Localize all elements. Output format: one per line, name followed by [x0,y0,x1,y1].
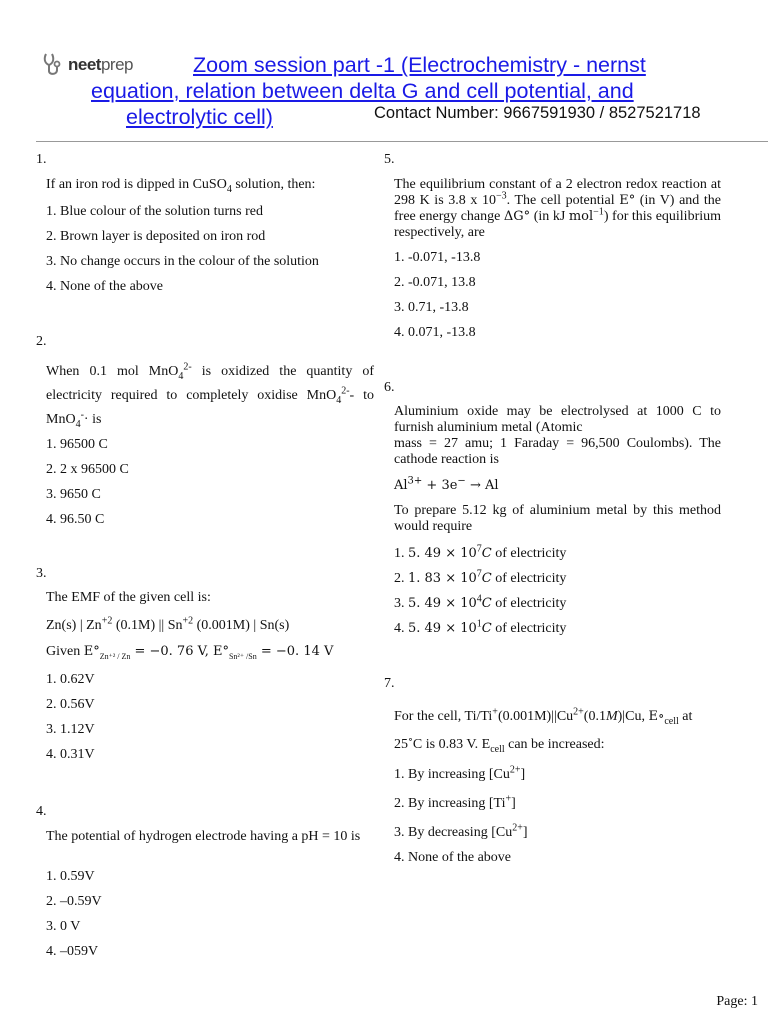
question-number: 4. [36,804,47,819]
question-text: When 0.1 mol MnO$_4^{2-}$ is oxidized the quantity of electricity required to completely oxidise MnO$_4^{2-}$- to MnO$_4$-· is [46,361,374,430]
option-3: 3. 0 V [46,919,81,934]
page-number: Page: 1 [716,994,758,1009]
page-header [0,0,768,145]
option-4: 4. None of the above [394,850,512,865]
option-2: 2. By increasing [Ti+] [394,793,516,811]
option-4: 4. –059V [46,944,99,959]
document-title[interactable]: Zoom session part -1 (Electrochemistry - nernst equation, relation between delta G and cell potential, and electrolytic cell) [91,53,646,129]
header-divider [36,141,768,142]
option-3: 3. 0.71, -13.8 [394,300,469,315]
stethoscope-icon [42,52,66,78]
option-4: 4. 5. $49 \times 10^1C$ of electricity [394,618,567,636]
option-2: 2. -0.071, 13.8 [394,275,476,290]
option-2: 2. Brown layer is deposited on iron rod [46,229,266,244]
question-number: 6. [384,380,395,395]
option-1: 1. 0.62V [46,672,95,687]
option-4: 4. None of the above [46,279,164,294]
question-text: The equilibrium constant of a 2 electron redox reaction at 298 K is 3.8 x $10^{-3}$. The cell potential E° (in V) and the free energy change ΔG° (in kJ mol$^{-1}$) for this equilibrium respectively, are [394,177,722,240]
question-text: If an iron rod is dipped in CuSO$_4$ solution, then: [46,177,316,195]
question-text: For the cell, $Ti/Ti^+(0.001M)||Cu^{2+}(0.1M)|Cu$, $E\circ_{cell}$ at 25∘C is 0.83 V. $E_{cell}$ can be increased: [394,706,693,755]
option-3: 3. No change occurs in the colour of the solution [46,254,319,269]
contact-number: Contact Number: 9667591930 / 8527521718 [374,104,701,122]
neetprep-logo: neetprep [42,52,133,78]
question-number: 5. [384,152,395,167]
option-2: 2. –0.59V [46,894,102,909]
question-number: 2. [36,334,47,349]
question-text: The potential of hydrogen electrode having a pH = 10 is [46,829,361,844]
question-text: Aluminium oxide may be electrolysed at 1000 C to furnish aluminium metal (Atomic mass = 27 amu; 1 Faraday = 96,500 Coulombs). The cathode reaction is [394,404,721,467]
question-text: The EMF of the given cell is: [46,590,211,605]
option-2: 2. 2 x 96500 C [46,462,129,477]
question-text-continued: To prepare 5.12 kg of aluminium metal by this method would require [394,503,721,534]
option-1: 1. 96500 C [46,437,108,452]
option-2: 2. 1. $83 \times 10^7C$ of electricity [394,568,567,586]
option-3: 3. 9650 C [46,487,101,502]
option-3: 3. By decreasing $[Cu^{2+}]$ [394,822,528,840]
option-2: 2. 0.56V [46,697,95,712]
given-potentials: Given $E^\circ_{Zn^{+2} / Zn} = -0$. 76 V, $E^\circ_{Sn^{2+} /Sn} = -0$. 14 V [46,644,334,661]
option-1: 1. 0.59V [46,869,95,884]
question-number: 3. [36,566,47,581]
question-number: 1. [36,152,47,167]
option-3: 3. 5. $49 \times 10^4C$ of electricity [394,593,567,611]
option-1: 1. Blue colour of the solution turns red [46,204,263,219]
option-4: 4. 0.31V [46,747,95,762]
question-number: 7. [384,676,395,691]
cell-notation: Zn(s) | $Zn^{+2}$ (0.1M) || $Sn^{+2}$ (0.001M) | Sn(s) [46,615,290,633]
option-4: 4. 0.071, -13.8 [394,325,476,340]
option-4: 4. 96.50 C [46,512,105,527]
cathode-reaction: $Al^{3+} + 3e^- \to Al$ [394,475,499,493]
option-3: 3. 1.12V [46,722,95,737]
option-1: 1. -0.071, -13.8 [394,250,481,265]
option-1: 1. 5. $49 \times 10^7C$ of electricity [394,543,567,561]
option-1: 1. By increasing $[Cu^{2+}]$ [394,764,526,782]
